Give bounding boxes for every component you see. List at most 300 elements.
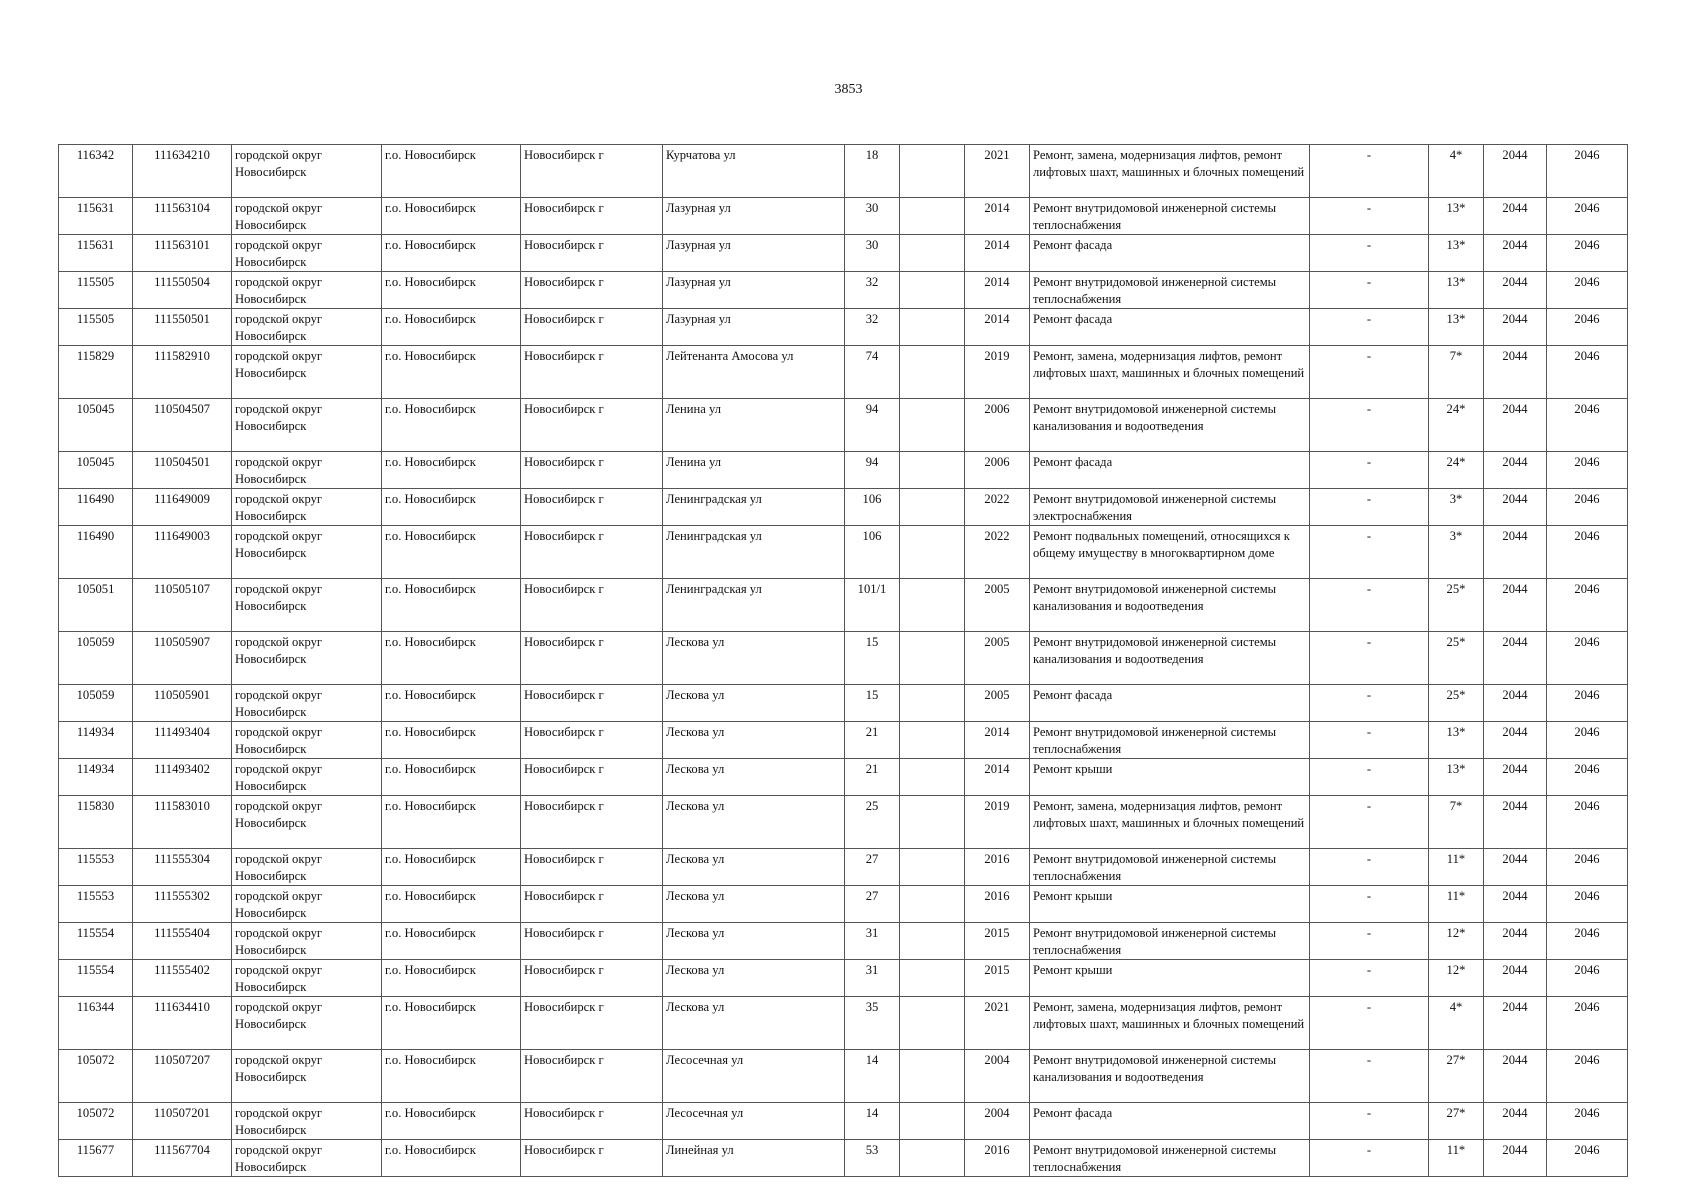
cell-house-number: 14 (845, 1103, 900, 1140)
page-number: 3853 (834, 82, 863, 97)
cell-dash: - (1310, 722, 1429, 759)
cell-street: Лазурная ул (663, 272, 845, 309)
cell-district: г.о. Новосибирск (382, 685, 521, 722)
cell-district: г.о. Новосибирск (382, 579, 521, 632)
cell-municipality: городской округ Новосибирск (232, 1140, 382, 1177)
cell-dash: - (1310, 849, 1429, 886)
cell-house-id: 116490 (59, 489, 133, 526)
cell-start-year: 2044 (1484, 722, 1547, 759)
cell-locality: Новосибирск г (521, 1103, 663, 1140)
cell-house-id: 105072 (59, 1103, 133, 1140)
cell-locality: Новосибирск г (521, 399, 663, 452)
cell-work-code: 111493402 (133, 759, 232, 796)
cell-start-year: 2044 (1484, 272, 1547, 309)
cell-house-number: 18 (845, 145, 900, 198)
cell-dash: - (1310, 272, 1429, 309)
cell-dash: - (1310, 632, 1429, 685)
cell-dash: - (1310, 923, 1429, 960)
cell-work-code: 111649009 (133, 489, 232, 526)
table-row (59, 145, 1628, 198)
cell-municipality: городской округ Новосибирск (232, 272, 382, 309)
cell-municipality: городской округ Новосибирск (232, 452, 382, 489)
cell-street: Лескова ул (663, 632, 845, 685)
cell-year: 2005 (965, 632, 1030, 685)
cell-empty (900, 579, 965, 632)
cell-work-code: 111582910 (133, 346, 232, 399)
cell-start-year: 2044 (1484, 526, 1547, 579)
cell-street: Лескова ул (663, 759, 845, 796)
cell-district: г.о. Новосибирск (382, 399, 521, 452)
cell-locality: Новосибирск г (521, 235, 663, 272)
cell-year: 2014 (965, 309, 1030, 346)
cell-street: Лескова ул (663, 997, 845, 1050)
cell-term: 11* (1429, 886, 1484, 923)
cell-end-year: 2046 (1547, 489, 1628, 526)
cell-year: 2022 (965, 526, 1030, 579)
cell-year: 2014 (965, 235, 1030, 272)
cell-work-code: 110507201 (133, 1103, 232, 1140)
cell-work-type: Ремонт внутридомовой инженерной системы теплоснабжения (1030, 722, 1310, 759)
cell-district: г.о. Новосибирск (382, 235, 521, 272)
cell-work-code: 111550501 (133, 309, 232, 346)
cell-locality: Новосибирск г (521, 849, 663, 886)
cell-start-year: 2044 (1484, 759, 1547, 796)
cell-municipality: городской округ Новосибирск (232, 235, 382, 272)
cell-locality: Новосибирск г (521, 960, 663, 997)
cell-work-type: Ремонт внутридомовой инженерной системы теплоснабжения (1030, 923, 1310, 960)
cell-start-year: 2044 (1484, 198, 1547, 235)
table-row (59, 198, 1628, 235)
cell-street: Лесосечная ул (663, 1050, 845, 1103)
cell-term: 12* (1429, 960, 1484, 997)
cell-end-year: 2046 (1547, 849, 1628, 886)
cell-house-number: 94 (845, 452, 900, 489)
cell-locality: Новосибирск г (521, 272, 663, 309)
cell-district: г.о. Новосибирск (382, 346, 521, 399)
cell-house-number: 74 (845, 346, 900, 399)
table-row (59, 960, 1628, 997)
cell-year: 2014 (965, 722, 1030, 759)
cell-work-type: Ремонт, замена, модернизация лифтов, ремонт лифтовых шахт, машинных и блочных помещений (1030, 346, 1310, 399)
table-row (59, 399, 1628, 452)
cell-term: 11* (1429, 1140, 1484, 1177)
cell-street: Ленина ул (663, 452, 845, 489)
cell-locality: Новосибирск г (521, 452, 663, 489)
cell-locality: Новосибирск г (521, 722, 663, 759)
cell-start-year: 2044 (1484, 886, 1547, 923)
cell-locality: Новосибирск г (521, 309, 663, 346)
cell-empty (900, 886, 965, 923)
cell-house-number: 31 (845, 960, 900, 997)
cell-house-id: 116344 (59, 997, 133, 1050)
cell-work-code: 111555404 (133, 923, 232, 960)
cell-dash: - (1310, 1050, 1429, 1103)
cell-work-type: Ремонт внутридомовой инженерной системы канализования и водоотведения (1030, 579, 1310, 632)
cell-term: 13* (1429, 272, 1484, 309)
cell-year: 2014 (965, 759, 1030, 796)
cell-start-year: 2044 (1484, 796, 1547, 849)
cell-term: 7* (1429, 796, 1484, 849)
cell-house-id: 115505 (59, 272, 133, 309)
table-row (59, 685, 1628, 722)
cell-dash: - (1310, 346, 1429, 399)
cell-dash: - (1310, 526, 1429, 579)
cell-municipality: городской округ Новосибирск (232, 579, 382, 632)
cell-district: г.о. Новосибирск (382, 272, 521, 309)
cell-end-year: 2046 (1547, 1140, 1628, 1177)
cell-house-number: 21 (845, 759, 900, 796)
cell-work-type: Ремонт внутридомовой инженерной системы теплоснабжения (1030, 272, 1310, 309)
cell-street: Лескова ул (663, 685, 845, 722)
cell-municipality: городской округ Новосибирск (232, 1103, 382, 1140)
cell-work-type: Ремонт подвальных помещений, относящихся к общему имуществу в многоквартирном доме (1030, 526, 1310, 579)
table-body (59, 145, 1628, 1177)
cell-house-number: 31 (845, 923, 900, 960)
cell-locality: Новосибирск г (521, 489, 663, 526)
cell-dash: - (1310, 796, 1429, 849)
cell-empty (900, 346, 965, 399)
cell-house-id: 115677 (59, 1140, 133, 1177)
table-row (59, 272, 1628, 309)
cell-term: 24* (1429, 399, 1484, 452)
cell-year: 2014 (965, 272, 1030, 309)
cell-work-type: Ремонт фасада (1030, 1103, 1310, 1140)
table-row (59, 452, 1628, 489)
cell-locality: Новосибирск г (521, 346, 663, 399)
cell-house-id: 116342 (59, 145, 133, 198)
table-row (59, 1140, 1628, 1177)
cell-house-number: 27 (845, 849, 900, 886)
cell-house-number: 32 (845, 272, 900, 309)
cell-locality: Новосибирск г (521, 997, 663, 1050)
table-row (59, 1103, 1628, 1140)
cell-dash: - (1310, 685, 1429, 722)
cell-work-code: 111555402 (133, 960, 232, 997)
cell-street: Лескова ул (663, 923, 845, 960)
cell-empty (900, 722, 965, 759)
cell-start-year: 2044 (1484, 579, 1547, 632)
cell-dash: - (1310, 235, 1429, 272)
cell-work-type: Ремонт внутридомовой инженерной системы электроснабжения (1030, 489, 1310, 526)
cell-district: г.о. Новосибирск (382, 796, 521, 849)
cell-municipality: городской округ Новосибирск (232, 685, 382, 722)
cell-dash: - (1310, 198, 1429, 235)
table-row (59, 579, 1628, 632)
cell-start-year: 2044 (1484, 960, 1547, 997)
cell-municipality: городской округ Новосибирск (232, 526, 382, 579)
table-row (59, 722, 1628, 759)
cell-street: Линейная ул (663, 1140, 845, 1177)
cell-municipality: городской округ Новосибирск (232, 632, 382, 685)
cell-end-year: 2046 (1547, 923, 1628, 960)
cell-year: 2021 (965, 997, 1030, 1050)
cell-street: Лескова ул (663, 722, 845, 759)
table-row (59, 235, 1628, 272)
cell-house-number: 32 (845, 309, 900, 346)
cell-work-type: Ремонт крыши (1030, 759, 1310, 796)
cell-district: г.о. Новосибирск (382, 489, 521, 526)
cell-work-code: 110504507 (133, 399, 232, 452)
cell-start-year: 2044 (1484, 923, 1547, 960)
cell-house-id: 105059 (59, 632, 133, 685)
cell-start-year: 2044 (1484, 145, 1547, 198)
cell-empty (900, 526, 965, 579)
cell-end-year: 2046 (1547, 235, 1628, 272)
cell-work-type: Ремонт внутридомовой инженерной системы теплоснабжения (1030, 198, 1310, 235)
cell-empty (900, 632, 965, 685)
cell-start-year: 2044 (1484, 849, 1547, 886)
cell-empty (900, 235, 965, 272)
table-row (59, 796, 1628, 849)
cell-start-year: 2044 (1484, 452, 1547, 489)
cell-work-code: 110505901 (133, 685, 232, 722)
cell-year: 2006 (965, 452, 1030, 489)
cell-street: Лазурная ул (663, 198, 845, 235)
cell-locality: Новосибирск г (521, 685, 663, 722)
cell-house-id: 115553 (59, 849, 133, 886)
cell-term: 13* (1429, 198, 1484, 235)
cell-street: Лескова ул (663, 886, 845, 923)
cell-street: Ленинградская ул (663, 526, 845, 579)
cell-end-year: 2046 (1547, 346, 1628, 399)
cell-work-code: 111583010 (133, 796, 232, 849)
cell-work-code: 111550504 (133, 272, 232, 309)
cell-dash: - (1310, 1103, 1429, 1140)
cell-house-number: 30 (845, 235, 900, 272)
cell-empty (900, 1140, 965, 1177)
cell-municipality: городской округ Новосибирск (232, 399, 382, 452)
cell-house-id: 114934 (59, 722, 133, 759)
cell-municipality: городской округ Новосибирск (232, 886, 382, 923)
cell-locality: Новосибирск г (521, 579, 663, 632)
cell-house-number: 106 (845, 526, 900, 579)
cell-year: 2004 (965, 1050, 1030, 1103)
cell-district: г.о. Новосибирск (382, 632, 521, 685)
cell-street: Лескова ул (663, 849, 845, 886)
cell-work-type: Ремонт внутридомовой инженерной системы канализования и водоотведения (1030, 632, 1310, 685)
cell-dash: - (1310, 960, 1429, 997)
cell-municipality: городской округ Новосибирск (232, 722, 382, 759)
cell-locality: Новосибирск г (521, 1140, 663, 1177)
cell-empty (900, 489, 965, 526)
cell-municipality: городской округ Новосибирск (232, 346, 382, 399)
cell-end-year: 2046 (1547, 272, 1628, 309)
cell-end-year: 2046 (1547, 886, 1628, 923)
cell-street: Ленинградская ул (663, 489, 845, 526)
cell-year: 2004 (965, 1103, 1030, 1140)
cell-house-id: 115830 (59, 796, 133, 849)
cell-municipality: городской округ Новосибирск (232, 997, 382, 1050)
cell-empty (900, 1103, 965, 1140)
cell-start-year: 2044 (1484, 1103, 1547, 1140)
cell-term: 7* (1429, 346, 1484, 399)
cell-house-id: 114934 (59, 759, 133, 796)
cell-district: г.о. Новосибирск (382, 1140, 521, 1177)
cell-start-year: 2044 (1484, 235, 1547, 272)
cell-end-year: 2046 (1547, 960, 1628, 997)
cell-district: г.о. Новосибирск (382, 886, 521, 923)
cell-year: 2022 (965, 489, 1030, 526)
cell-work-code: 110505107 (133, 579, 232, 632)
cell-district: г.о. Новосибирск (382, 198, 521, 235)
cell-term: 25* (1429, 685, 1484, 722)
cell-street: Лейтенанта Амосова ул (663, 346, 845, 399)
cell-dash: - (1310, 145, 1429, 198)
cell-locality: Новосибирск г (521, 796, 663, 849)
cell-district: г.о. Новосибирск (382, 849, 521, 886)
cell-street: Лазурная ул (663, 309, 845, 346)
cell-district: г.о. Новосибирск (382, 1050, 521, 1103)
cell-term: 13* (1429, 235, 1484, 272)
cell-start-year: 2044 (1484, 346, 1547, 399)
cell-house-id: 115554 (59, 923, 133, 960)
cell-empty (900, 997, 965, 1050)
cell-locality: Новосибирск г (521, 1050, 663, 1103)
cell-house-number: 15 (845, 685, 900, 722)
cell-end-year: 2046 (1547, 1050, 1628, 1103)
cell-work-type: Ремонт фасада (1030, 309, 1310, 346)
cell-start-year: 2044 (1484, 1140, 1547, 1177)
cell-dash: - (1310, 997, 1429, 1050)
cell-locality: Новосибирск г (521, 886, 663, 923)
cell-end-year: 2046 (1547, 579, 1628, 632)
cell-work-type: Ремонт крыши (1030, 886, 1310, 923)
cell-term: 11* (1429, 849, 1484, 886)
cell-dash: - (1310, 886, 1429, 923)
table-row (59, 997, 1628, 1050)
cell-house-id: 115505 (59, 309, 133, 346)
table-row (59, 759, 1628, 796)
cell-street: Ленинградская ул (663, 579, 845, 632)
cell-start-year: 2044 (1484, 1050, 1547, 1103)
cell-locality: Новосибирск г (521, 759, 663, 796)
cell-year: 2021 (965, 145, 1030, 198)
cell-end-year: 2046 (1547, 526, 1628, 579)
cell-dash: - (1310, 1140, 1429, 1177)
cell-work-type: Ремонт внутридомовой инженерной системы канализования и водоотведения (1030, 399, 1310, 452)
cell-district: г.о. Новосибирск (382, 526, 521, 579)
cell-dash: - (1310, 759, 1429, 796)
table-row (59, 1050, 1628, 1103)
cell-house-number: 30 (845, 198, 900, 235)
cell-municipality: городской округ Новосибирск (232, 198, 382, 235)
cell-street: Лесосечная ул (663, 1103, 845, 1140)
cell-work-type: Ремонт фасада (1030, 452, 1310, 489)
cell-district: г.о. Новосибирск (382, 960, 521, 997)
cell-end-year: 2046 (1547, 1103, 1628, 1140)
cell-term: 24* (1429, 452, 1484, 489)
cell-work-type: Ремонт внутридомовой инженерной системы канализования и водоотведения (1030, 1050, 1310, 1103)
cell-start-year: 2044 (1484, 399, 1547, 452)
cell-term: 25* (1429, 579, 1484, 632)
cell-house-id: 105072 (59, 1050, 133, 1103)
cell-work-code: 111563101 (133, 235, 232, 272)
cell-term: 25* (1429, 632, 1484, 685)
cell-work-type: Ремонт внутридомовой инженерной системы теплоснабжения (1030, 1140, 1310, 1177)
table-row (59, 309, 1628, 346)
cell-dash: - (1310, 452, 1429, 489)
cell-street: Ленина ул (663, 399, 845, 452)
cell-term: 13* (1429, 309, 1484, 346)
cell-end-year: 2046 (1547, 452, 1628, 489)
cell-house-number: 53 (845, 1140, 900, 1177)
cell-district: г.о. Новосибирск (382, 923, 521, 960)
cell-municipality: городской округ Новосибирск (232, 1050, 382, 1103)
cell-work-type: Ремонт фасада (1030, 235, 1310, 272)
cell-year: 2015 (965, 923, 1030, 960)
cell-house-id: 115829 (59, 346, 133, 399)
cell-dash: - (1310, 579, 1429, 632)
cell-work-code: 110507207 (133, 1050, 232, 1103)
cell-municipality: городской округ Новосибирск (232, 923, 382, 960)
cell-municipality: городской округ Новосибирск (232, 489, 382, 526)
cell-start-year: 2044 (1484, 309, 1547, 346)
cell-end-year: 2046 (1547, 632, 1628, 685)
cell-work-type: Ремонт, замена, модернизация лифтов, ремонт лифтовых шахт, машинных и блочных помещений (1030, 796, 1310, 849)
cell-street: Курчатова ул (663, 145, 845, 198)
cell-house-number: 101/1 (845, 579, 900, 632)
cell-end-year: 2046 (1547, 685, 1628, 722)
cell-district: г.о. Новосибирск (382, 1103, 521, 1140)
cell-empty (900, 960, 965, 997)
cell-year: 2019 (965, 346, 1030, 399)
cell-empty (900, 452, 965, 489)
cell-empty (900, 399, 965, 452)
cell-work-code: 111493404 (133, 722, 232, 759)
cell-year: 2014 (965, 198, 1030, 235)
cell-empty (900, 923, 965, 960)
cell-work-code: 111634410 (133, 997, 232, 1050)
cell-year: 2016 (965, 849, 1030, 886)
cell-work-code: 111555302 (133, 886, 232, 923)
cell-work-code: 111634210 (133, 145, 232, 198)
cell-locality: Новосибирск г (521, 198, 663, 235)
cell-end-year: 2046 (1547, 997, 1628, 1050)
cell-house-number: 15 (845, 632, 900, 685)
cell-start-year: 2044 (1484, 997, 1547, 1050)
cell-house-number: 14 (845, 1050, 900, 1103)
cell-district: г.о. Новосибирск (382, 309, 521, 346)
cell-end-year: 2046 (1547, 722, 1628, 759)
table-row (59, 923, 1628, 960)
cell-locality: Новосибирск г (521, 632, 663, 685)
cell-term: 3* (1429, 489, 1484, 526)
cell-municipality: городской округ Новосибирск (232, 849, 382, 886)
cell-work-code: 110504501 (133, 452, 232, 489)
cell-street: Лескова ул (663, 960, 845, 997)
cell-year: 2005 (965, 579, 1030, 632)
cell-term: 3* (1429, 526, 1484, 579)
cell-work-type: Ремонт, замена, модернизация лифтов, ремонт лифтовых шахт, машинных и блочных помещений (1030, 145, 1310, 198)
cell-house-id: 115631 (59, 198, 133, 235)
cell-term: 4* (1429, 997, 1484, 1050)
cell-year: 2006 (965, 399, 1030, 452)
cell-street: Лазурная ул (663, 235, 845, 272)
cell-house-number: 27 (845, 886, 900, 923)
table-row (59, 526, 1628, 579)
table-row (59, 346, 1628, 399)
cell-empty (900, 796, 965, 849)
table-row (59, 886, 1628, 923)
repair-schedule-table (58, 144, 1628, 1177)
cell-work-type: Ремонт крыши (1030, 960, 1310, 997)
cell-work-type: Ремонт, замена, модернизация лифтов, ремонт лифтовых шахт, машинных и блочных помещений (1030, 997, 1310, 1050)
cell-house-id: 105051 (59, 579, 133, 632)
cell-street: Лескова ул (663, 796, 845, 849)
cell-house-id: 116490 (59, 526, 133, 579)
cell-empty (900, 198, 965, 235)
cell-work-type: Ремонт внутридомовой инженерной системы теплоснабжения (1030, 849, 1310, 886)
